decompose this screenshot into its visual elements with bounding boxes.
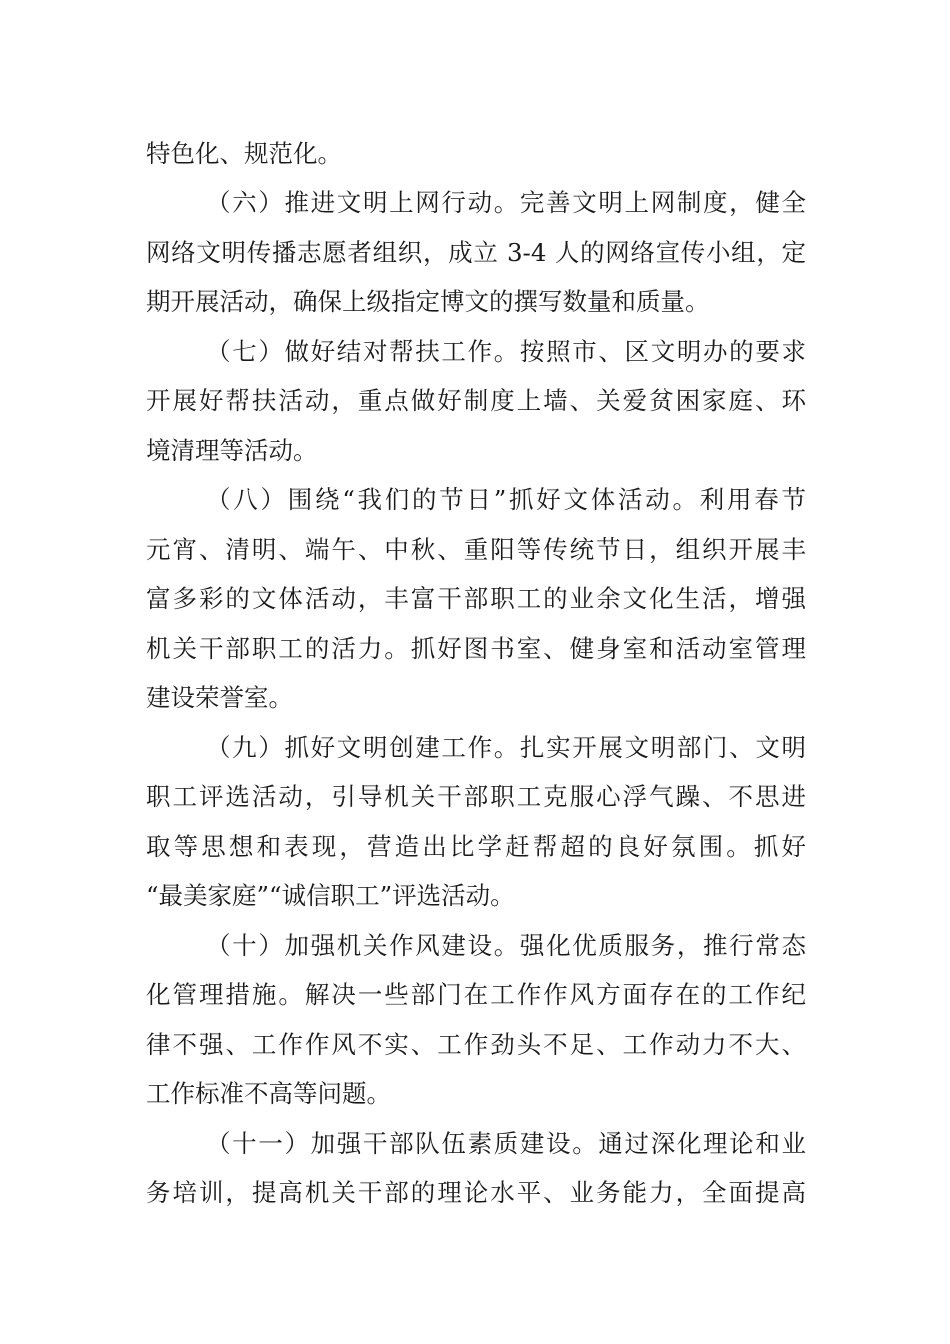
text-line: 期开展活动，确保上级指定博文的撰写数量和质量。 <box>146 287 710 316</box>
text-line: 务培训，提高机关干部的理论水平、业务能力，全面提高 <box>146 1178 806 1207</box>
section-10-heading-line: （十）加强机关作风建设。强化优质服务，推行常态 <box>206 931 806 960</box>
text-line: 律不强、工作作风不实、工作劲头不足、工作动力不大、 <box>146 1030 806 1059</box>
section-8-heading-line: （八）围绕“我们的节日”抓好文体活动。利用春节 <box>206 485 806 514</box>
text-line: 特色化、规范化。 <box>146 139 342 168</box>
text-line: 富多彩的文体活动，丰富干部职工的业余文化生活，增强 <box>146 584 806 613</box>
text-line: 职工评选活动，引导机关干部职工克服心浮气躁、不思进 <box>146 782 806 811</box>
section-9-heading-line: （九）抓好文明创建工作。扎实开展文明部门、文明 <box>206 733 806 762</box>
text-line: “最美家庭”“诚信职工”评选活动。 <box>146 881 515 910</box>
section-6-heading-line: （六）推进文明上网行动。完善文明上网制度，健全 <box>206 188 806 217</box>
text-line: 取等思想和表现，营造出比学赶帮超的良好氛围。抓好 <box>146 832 806 861</box>
section-7-heading-line: （七）做好结对帮扶工作。按照市、区文明办的要求 <box>206 337 806 366</box>
text-line: 工作标准不高等问题。 <box>146 1079 391 1108</box>
text-line: 机关干部职工的活力。抓好图书室、健身室和活动室管理 <box>146 634 806 663</box>
section-11-heading-line: （十一）加强干部队伍素质建设。通过深化理论和业 <box>206 1129 806 1158</box>
text-line: 境清理等活动。 <box>146 436 318 465</box>
text-line: 建设荣誉室。 <box>146 683 293 712</box>
text-line: 元宵、清明、端午、中秋、重阳等传统节日，组织开展丰 <box>146 535 806 564</box>
text-line: 网络文明传播志愿者组织，成立 3-4 人的网络宣传小组，定 <box>146 238 806 267</box>
text-line: 化管理措施。解决一些部门在工作作风方面存在的工作纪 <box>146 980 806 1009</box>
text-line: 开展好帮扶活动，重点做好制度上墙、关爱贫困家庭、环 <box>146 386 806 415</box>
